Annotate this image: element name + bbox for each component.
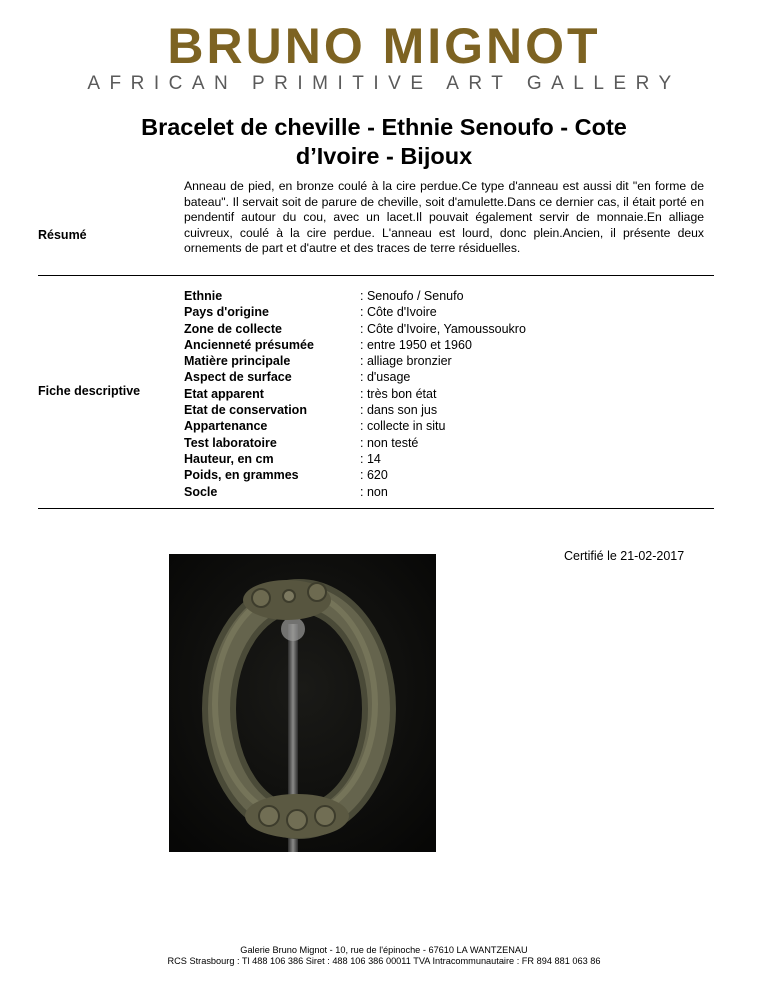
top-ornament xyxy=(243,580,331,620)
section-divider xyxy=(38,508,714,509)
page-title-line-1: Bracelet de cheville - Ethnie Senoufo - Cote xyxy=(141,114,627,140)
fiche-value: : Côte d'Ivoire, Yamoussoukro xyxy=(360,321,526,336)
fiche-row xyxy=(184,337,704,353)
gallery-logo: BRUNO MIGNOT xyxy=(167,18,601,74)
footer-legal: RCS Strasbourg : Tl 488 106 386 Siret : 488 106 386 00011 TVA Intracommunautaire : FR 894 881 063 86 xyxy=(167,956,601,966)
fiche-key: Ancienneté présumée xyxy=(184,337,314,352)
fiche-key: Zone de collecte xyxy=(184,321,282,336)
fiche-value: : collecte in situ xyxy=(360,419,446,434)
fiche-row xyxy=(184,418,704,434)
fiche-value: : non xyxy=(360,484,388,499)
certification-date: Certifié le 21-02-2017 xyxy=(564,549,685,563)
page-title-line-2: d’Ivoire - Bijoux xyxy=(295,143,473,169)
fiche-key: Etat de conservation xyxy=(184,403,307,418)
fiche-value: : 14 xyxy=(360,451,381,466)
product-photo xyxy=(169,554,436,852)
fiche-key: Etat apparent xyxy=(184,386,264,401)
footer-address: Galerie Bruno Mignot - 10, rue de l'épinoche - 67610 LA WANTZENAU xyxy=(240,945,528,955)
fiche-row xyxy=(184,304,704,320)
anklet-image xyxy=(169,554,436,852)
fiche-row xyxy=(184,435,704,451)
fiche-value: : entre 1950 et 1960 xyxy=(360,337,472,352)
fiche-key: Pays d'origine xyxy=(184,305,269,320)
bottom-ornament xyxy=(245,794,349,838)
fiche-value: : très bon état xyxy=(360,386,437,401)
page-title xyxy=(60,113,708,171)
fiche-value: : non testé xyxy=(360,435,419,450)
fiche-row xyxy=(184,353,704,369)
fiche-value: : Côte d'Ivoire xyxy=(360,305,437,320)
fiche-key: Aspect de surface xyxy=(184,370,292,385)
footer xyxy=(0,945,768,967)
fiche-row xyxy=(184,402,704,418)
fiche-row xyxy=(184,467,704,483)
fiche-row xyxy=(184,369,704,385)
fiche-row xyxy=(184,321,704,337)
section-divider xyxy=(38,275,714,276)
fiche-row xyxy=(184,484,704,500)
resume-text: Anneau de pied, en bronze coulé à la cire perdue.Ce type d'anneau est aussi dit "en forme de bateau". Il servait soit de parure de cheville, soit d'amulette.Dans ce dernier cas, il était porté en pendentif autour du cou, avec un lacet.Il pouvait également servir de monnaie.En alliage cuivreux, coulé à la cire perdue. L'anneau est lourd, donc plein.Ancien, il présente deux ornements de part et d'autre et des traces de terre résiduelles. xyxy=(184,179,704,256)
fiche-key: Hauteur, en cm xyxy=(184,451,274,466)
fiche-row xyxy=(184,451,704,467)
gallery-tagline: AFRICAN PRIMITIVE ART GALLERY xyxy=(87,73,681,94)
fiche-label: Fiche descriptive xyxy=(38,384,141,398)
fiche-table xyxy=(184,288,704,500)
fiche-row xyxy=(184,386,704,402)
fiche-value: : d'usage xyxy=(360,370,411,385)
fiche-row xyxy=(184,288,704,304)
fiche-value: : 620 xyxy=(360,468,388,483)
fiche-key: Test laboratoire xyxy=(184,435,277,450)
fiche-key: Ethnie xyxy=(184,289,223,303)
fiche-key: Appartenance xyxy=(184,419,268,434)
fiche-key: Poids, en grammes xyxy=(184,468,299,483)
fiche-key: Socle xyxy=(184,484,218,499)
stand-knob xyxy=(281,617,305,641)
fiche-key: Matière principale xyxy=(184,354,291,369)
fiche-value: : dans son jus xyxy=(360,403,438,418)
resume-label: Résumé xyxy=(38,228,87,242)
fiche-value: : alliage bronzier xyxy=(360,354,452,369)
fiche-value: : Senoufo / Senufo xyxy=(360,289,464,303)
